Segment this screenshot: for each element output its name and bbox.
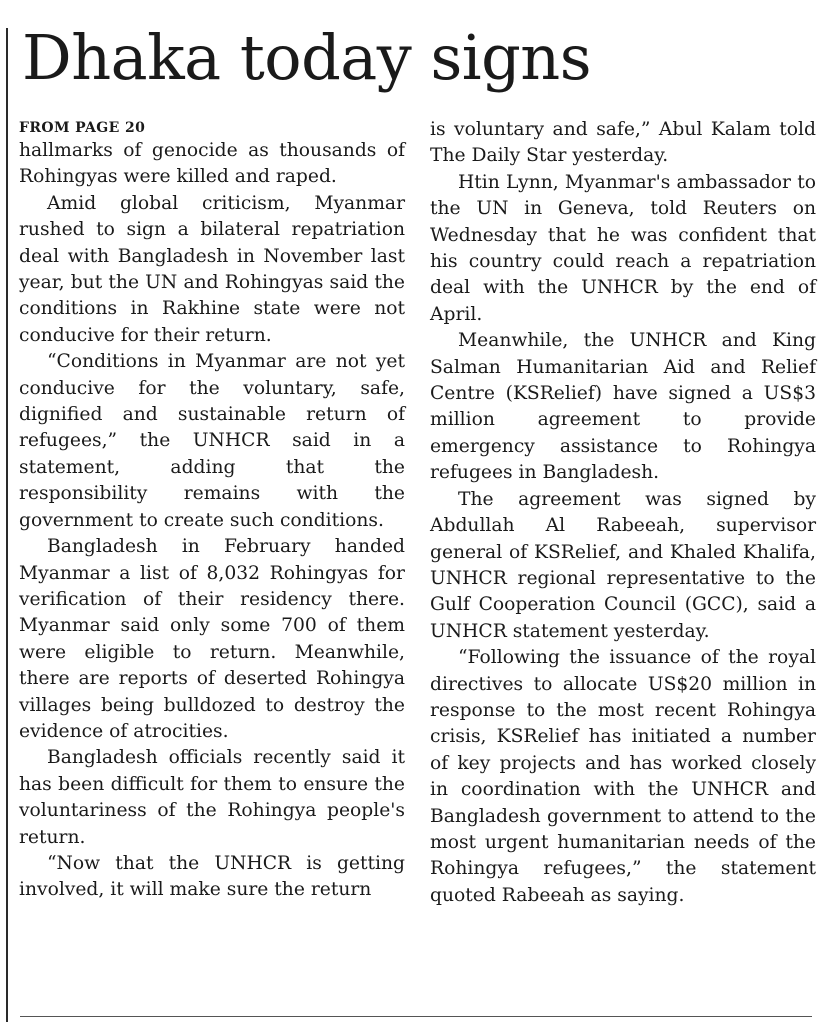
- left-column-rule: [6, 28, 8, 1022]
- article-column-right: [430, 117, 816, 909]
- paragraph: Amid global criticism, Myanmar rushed to sign a bilateral repatriation deal with Bangladesh in November last year, but the UN and Rohingyas said the conditions in Rakhine state were not conducive for their return.: [19, 192, 405, 346]
- bottom-rule: [20, 1016, 812, 1017]
- paragraph: “Following the issuance of the royal directives to allocate US$20 million in response to the most recent Rohingya crisis, KSRelief has initiated a number of key projects and has worked closely in coordination with the UNHCR and Bangladesh government to attend to the most urgent humanitarian needs of the Rohingya refugees,” the statement quoted Rabeeah as saying.: [430, 647, 816, 906]
- paragraph: Bangladesh in February handed Myanmar a list of 8,032 Rohingyas for verification of their residency there. Myanmar said only some 700 of them were eligible to return. Meanwhile, there are reports of deserted Rohingya villages being bulldozed to destroy the evidence of atrocities.: [19, 536, 405, 742]
- paragraph: Htin Lynn, Myanmar's ambassador to the UN in Geneva, told Reuters on Wednesday that he was confident that his country could reach a repatriation deal with the UNHCR by the end of April.: [430, 171, 816, 325]
- continuation-kicker: FROM PAGE 20: [19, 120, 146, 136]
- paragraph: is voluntary and safe,” Abul Kalam told The Daily Star yesterday.: [430, 119, 816, 167]
- paragraph: Meanwhile, the UNHCR and King Salman Humanitarian Aid and Relief Centre (KSRelief) have signed a US$3 million agreement to provide emergency assistance to Rohingya refugees in Bangladesh.: [430, 330, 816, 484]
- paragraph: The agreement was signed by Abdullah Al Rabeeah, supervisor general of KSRelief, and Khaled Khalifa, UNHCR regional representative to the Gulf Cooperation Council (GCC), said a UNHCR statement yesterday.: [430, 488, 816, 642]
- article-column-left: [19, 118, 405, 904]
- paragraph: Bangladesh officials recently said it has been difficult for them to ensure the voluntariness of the Rohingya people's return.: [19, 747, 405, 848]
- paragraph: “Now that the UNHCR is getting involved, it will make sure the return: [19, 852, 405, 901]
- headline: Dhaka today signs: [22, 21, 592, 94]
- paragraph: hallmarks of genocide as thousands of Rohingyas were killed and raped.: [19, 140, 405, 188]
- paragraph: “Conditions in Myanmar are not yet conducive for the voluntary, safe, dignified and sustainable return of refugees,” the UNHCR said in a statement, adding that the responsibility remains with the government to create such conditions.: [19, 351, 405, 531]
